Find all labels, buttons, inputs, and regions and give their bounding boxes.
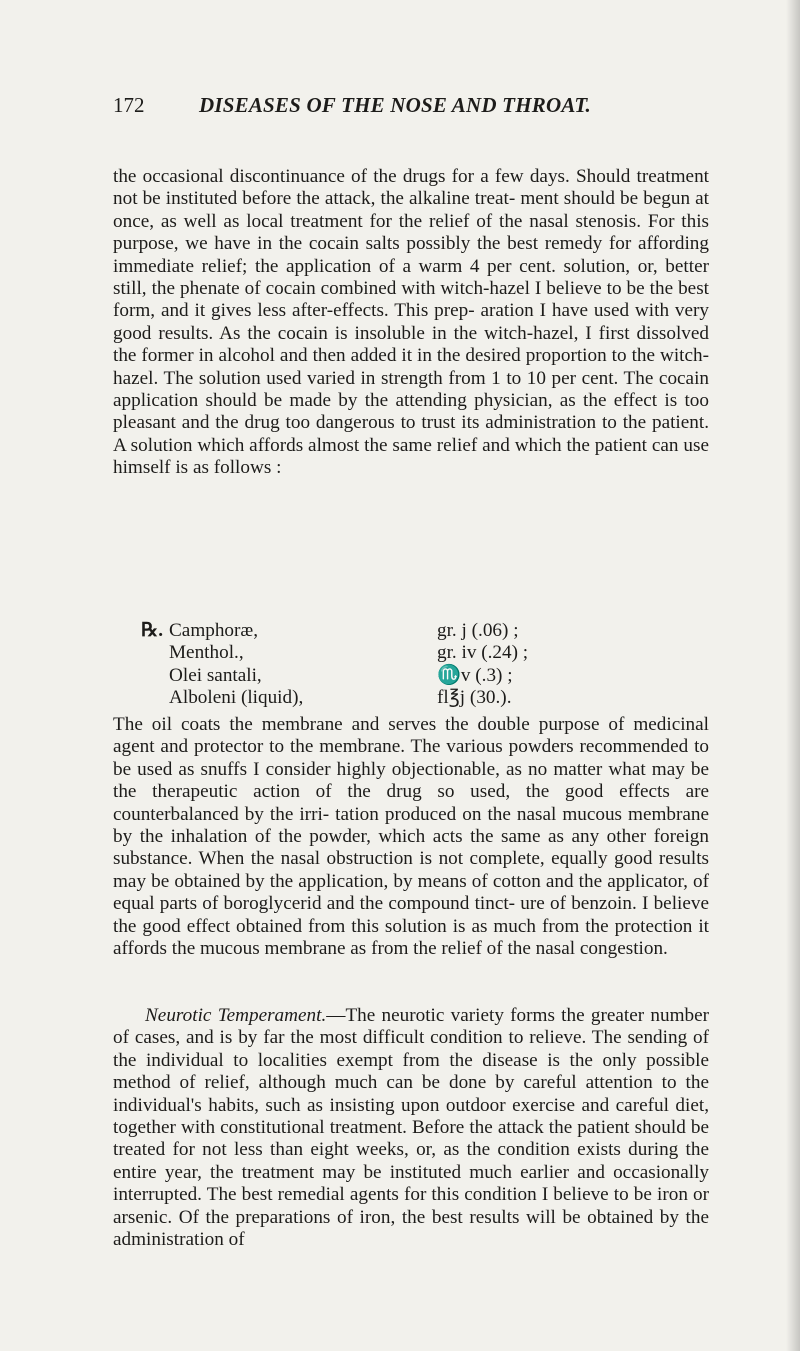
section-lead-heading: Neurotic Temperament. — [145, 1005, 327, 1026]
paragraph-oil-and-powders: The oil coats the membrane and serves the double purpose of medicinal agent and protector to the membrane. The various powders recommended to be used as snuffs I consider highly objectionable, as no matter what may be the therapeutic action of the drug so used, the good effects are counterbalanced by the irri- tation produced on the nasal mucous membrane by the inhalation of the powder, which acts the same as any other foreign substance. When the nasal obstruction is not complete, equally good results may be obtained by the application, by means of cotton and the applicator, of equal parts of boroglycerid and the compound tinct- ure of benzoin. I believe the good effect obtained from this solution is as much from the protection it affords the mucous membrane as from the relief of the nasal congestion. — [113, 714, 709, 960]
prescription-row — [141, 642, 641, 664]
ingredient-amount: gr. j (.06) ; — [437, 620, 519, 641]
ingredient-amount: ♏v (.3) ; — [437, 664, 513, 686]
rx-symbol: ℞. — [141, 620, 163, 641]
ingredient-name: Alboleni (liquid), — [169, 687, 304, 709]
paragraph-neurotic-temperament — [113, 1005, 709, 1251]
ingredient-name: Camphoræ, — [169, 620, 259, 641]
prescription — [141, 620, 641, 710]
prescription-row — [141, 687, 641, 709]
ingredient-name: Menthol., — [169, 642, 244, 664]
paragraph-cocain-treatment: the occasional discontinuance of the drugs for a few days. Should treatment not be instituted before the attack, the alkaline treat- ment should be begun at once, as well as local treatment for the relief of the nasal stenosis. For this purpose, we have in the cocain salts possibly the best remedy for affording immediate relief; the application of a warm 4 per cent. solution, or, better still, the phenate of cocain combined with witch-hazel I believe to be the best form, and it gives less after-effects. This prep- aration I have used with very good results. As the cocain is insoluble in the witch-hazel, I first dissolved the former in alcohol and then added it in the desired proportion to the witch-hazel. The solution used varied in strength from 1 to 10 per cent. The cocain application should be made by the attending physician, as the effect is too pleasant and the drug too dangerous to trust its administration to the patient. A solution which affords almost the same relief and which the patient can use himself is as follows : — [113, 166, 709, 479]
page-edge-shadow — [786, 0, 800, 1351]
ingredient-amount: fl℥j (30.). — [437, 687, 512, 709]
ingredient-name: Olei santali, — [169, 664, 262, 686]
prescription-row — [141, 620, 641, 642]
prescription-row — [141, 665, 641, 687]
section-body-text: —The neurotic variety forms the greater number of cases, and is by far the most difficult condition to relieve. The sending of the individual to localities exempt from the disease is the only possible method of relief, although much can be done by careful attention to the individual's habits, such as insisting upon outdoor exercise and careful diet, together with constitutional treatment. Before the attack the patient should be treated for not less than eight weeks, or, as the condition exists during the entire year, the treatment may be instituted much earlier and occasionally interrupted. The best remedial agents for this condition I believe to be iron or arsenic. Of the preparations of iron, the best results will be obtained by the administration of — [113, 1005, 710, 1251]
page-header — [113, 93, 713, 123]
ingredient-amount: gr. iv (.24) ; — [437, 642, 529, 664]
page-number: 172 — [113, 93, 145, 117]
running-title: DISEASES OF THE NOSE AND THROAT. — [199, 93, 591, 117]
